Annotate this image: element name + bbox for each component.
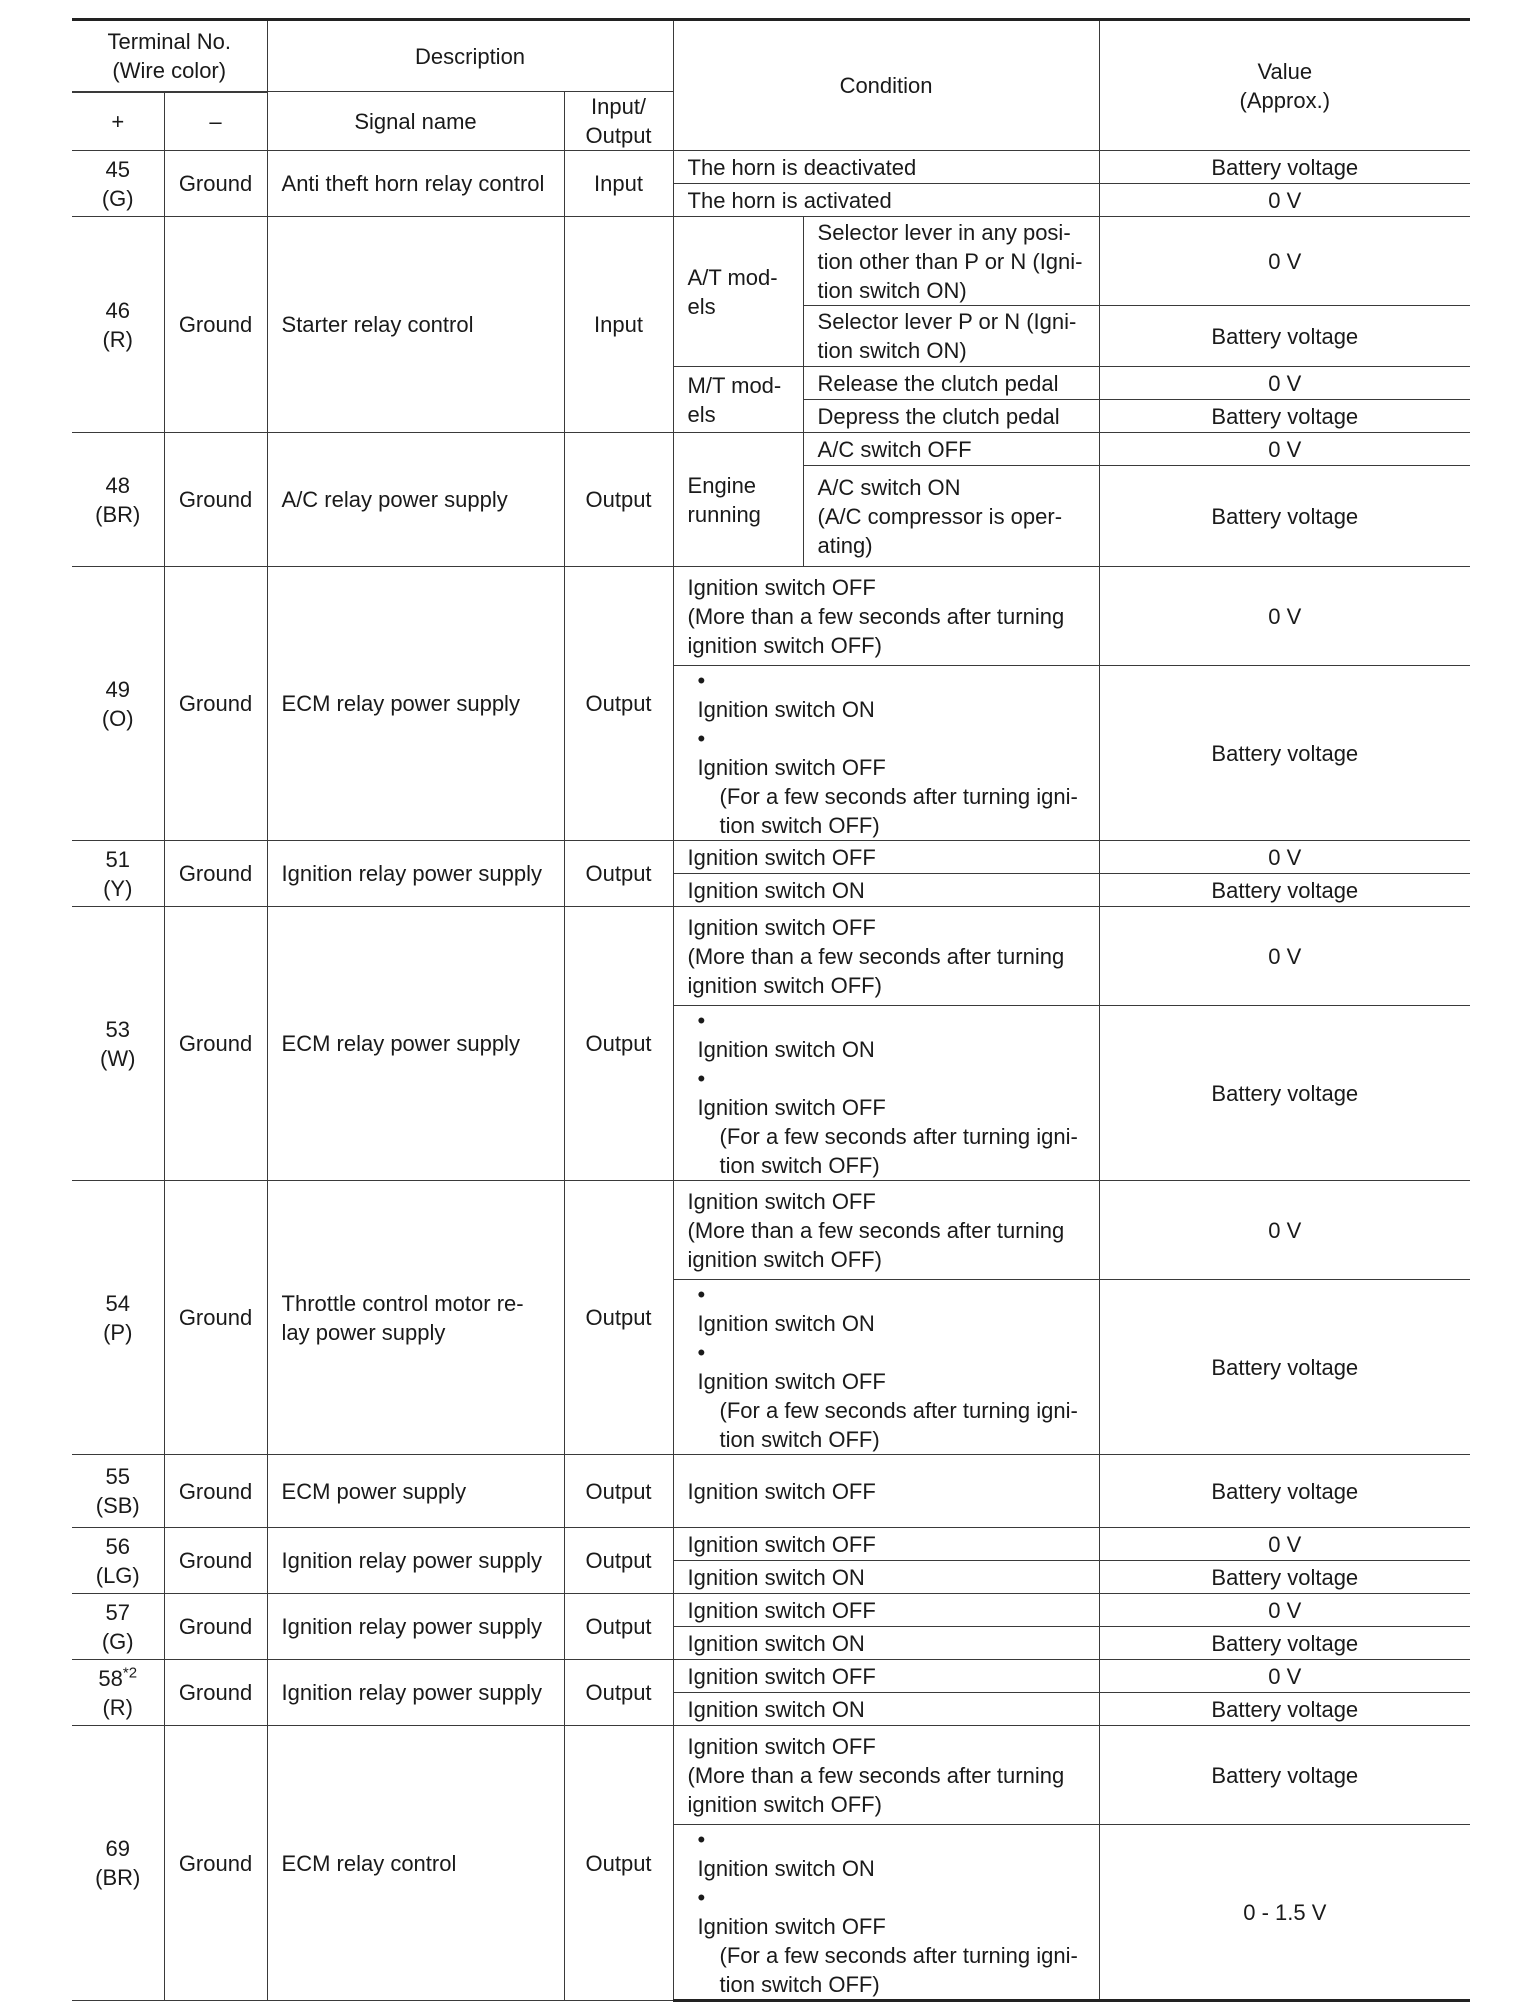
io-cell: Output [564,567,673,841]
condition-group-label: M/T mod- els [673,367,803,433]
table-row [72,1528,1470,1561]
wire-color: (BR) [95,1865,141,1890]
value-cell: 0 V [1099,184,1470,217]
terminal-number: 46 [105,297,130,323]
value-cell: 0 V [1099,367,1470,400]
condition-bullets [673,666,1099,841]
terminal-cell [72,907,164,1181]
condition-cell: A/C switch OFF [803,433,1099,466]
value-cell: Battery voltage [1099,466,1470,567]
bullet-continuation: (For a few seconds after turning igni- tion switch OFF) [719,784,1078,838]
io-cell: Output [564,1660,673,1726]
wire-color: (O) [101,705,134,731]
plus-header: + [72,93,164,151]
io-cell: Input [564,217,673,433]
condition-cell: Selector lever P or N (Igni- tion switch ON) [803,306,1099,367]
io-cell: Output [564,1726,673,2001]
bullet-continuation: (For a few seconds after turning igni- tion switch OFF) [719,1398,1078,1452]
terminal-cell [72,151,164,217]
condition-cell: Ignition switch ON [673,1693,1099,1726]
terminal-cell [72,1594,164,1660]
bullet-item: • Ignition switch OFF [697,726,886,780]
terminal-number: 56 [105,1533,130,1559]
terminal-cell [72,1528,164,1594]
ground-cell: Ground [164,1181,267,1455]
terminal-number: 55 [105,1464,130,1489]
value-cell: Battery voltage [1099,666,1470,841]
terminal-cell [72,567,164,841]
footnote-marker: *2 [122,1664,138,1682]
wire-color: (P) [103,1319,133,1345]
ground-cell: Ground [164,1594,267,1660]
condition-cell: Depress the clutch pedal [803,400,1099,433]
value-cell: 0 V [1099,1660,1470,1693]
value-cell: 0 V [1099,1181,1470,1280]
ground-cell: Ground [164,907,267,1181]
condition-cell: The horn is activated [673,184,1099,217]
value-header: Value (Approx.) [1099,20,1470,151]
condition-cell: Release the clutch pedal [803,367,1099,400]
table-row [72,907,1470,1006]
terminal-number: 54 [105,1290,130,1316]
bullet-item: • Ignition switch OFF [697,1885,886,1939]
condition-bullets [673,1280,1099,1455]
terminal-cell [72,1455,164,1528]
condition-cell: Selector lever in any posi- tion other than P or N (Igni- tion switch ON) [803,217,1099,306]
terminal-number: 58 [98,1665,123,1691]
value-cell: Battery voltage [1099,874,1470,907]
value-cell: Battery voltage [1099,1627,1470,1660]
terminal-number: 48 [105,472,130,498]
bullet-continuation: (For a few seconds after turning igni- tion switch OFF) [719,1943,1078,1997]
condition-header: Condition [673,20,1099,151]
value-cell: 0 V [1099,1594,1470,1627]
io-cell: Output [564,1455,673,1528]
condition-cell: A/C switch ON (A/C compressor is oper- ating) [803,466,1099,567]
terminal-cell [72,841,164,907]
ground-cell: Ground [164,1660,267,1726]
condition-cell: Ignition switch ON [673,1627,1099,1660]
io-cell: Input [564,151,673,217]
io-cell: Output [564,433,673,567]
minus-header: – [164,93,267,151]
condition-cell: Ignition switch OFF [673,1594,1099,1627]
terminal-number: 69 [105,1836,130,1861]
terminal-header: Terminal No. (Wire color) [72,20,267,92]
io-cell: Output [564,907,673,1181]
terminal-cell [72,1726,164,2001]
bullet-item: • Ignition switch OFF [697,1340,886,1394]
ground-cell: Ground [164,1455,267,1528]
condition-bullets [673,1006,1099,1181]
value-cell: 0 V [1099,907,1470,1006]
signal-name: Ignition relay power supply [267,1594,564,1660]
wire-color: (G) [101,185,134,211]
wire-color: (BR) [95,501,141,527]
bullet-item: • Ignition switch ON [697,1282,875,1336]
bullet-item: • Ignition switch OFF [697,1066,886,1120]
terminal-cell [72,433,164,567]
condition-cell: Ignition switch OFF (More than a few seconds after turning ignition switch OFF) [673,1726,1099,1825]
wire-color: (Y) [103,875,133,901]
wire-color: (R) [102,1694,134,1720]
value-cell: Battery voltage [1099,1726,1470,1825]
ground-cell: Ground [164,1528,267,1594]
condition-cell: Ignition switch OFF [673,1455,1099,1528]
signal-name: A/C relay power supply [267,433,564,567]
ground-cell: Ground [164,217,267,433]
signal-name: Starter relay control [267,217,564,433]
wire-color: (SB) [95,1493,140,1518]
wire-color: (W) [100,1045,136,1071]
signal-name: ECM relay control [267,1726,564,2001]
condition-cell: Ignition switch OFF (More than a few seconds after turning ignition switch OFF) [673,1181,1099,1280]
signal-name: ECM relay power supply [267,567,564,841]
wire-color: (LG) [95,1562,140,1588]
value-cell: Battery voltage [1099,1455,1470,1528]
signal-name: Anti theft horn relay control [267,151,564,217]
value-cell: Battery voltage [1099,1280,1470,1455]
value-cell: Battery voltage [1099,1006,1470,1181]
bullet-item: • Ignition switch ON [697,1827,875,1881]
table-row [72,433,1470,466]
ground-cell: Ground [164,1726,267,2001]
signal-name: ECM power supply [267,1455,564,1528]
ground-cell: Ground [164,567,267,841]
wire-color: (R) [102,326,134,352]
condition-group-label: Engine running [673,433,803,567]
condition-cell: Ignition switch OFF [673,841,1099,874]
condition-cell: Ignition switch OFF (More than a few seconds after turning ignition switch OFF) [673,907,1099,1006]
wire-color: (G) [101,1628,134,1654]
terminal-number: 51 [105,846,130,872]
value-cell: Battery voltage [1099,151,1470,184]
ground-cell: Ground [164,433,267,567]
terminal-number: 53 [105,1016,130,1042]
condition-cell: Ignition switch OFF [673,1660,1099,1693]
table-row [72,1455,1470,1528]
bullet-item: • Ignition switch ON [697,1008,875,1062]
io-cell: Output [564,1181,673,1455]
table-row [72,1660,1470,1693]
terminal-number: 45 [105,156,130,182]
table-row [72,1594,1470,1627]
terminal-cell [72,1181,164,1455]
ground-cell: Ground [164,841,267,907]
condition-cell: Ignition switch OFF [673,1528,1099,1561]
value-cell: Battery voltage [1099,1693,1470,1726]
signal-name: Ignition relay power supply [267,1528,564,1594]
value-cell: 0 V [1099,567,1470,666]
value-cell: 0 V [1099,841,1470,874]
value-cell: 0 - 1.5 V [1099,1825,1470,2001]
terminal-cell [72,217,164,433]
table-header [72,20,1470,151]
condition-cell: Ignition switch ON [673,1561,1099,1594]
signal-name: Ignition relay power supply [267,841,564,907]
value-cell: 0 V [1099,1528,1470,1561]
value-cell: Battery voltage [1099,1561,1470,1594]
ground-cell: Ground [164,151,267,217]
value-cell: 0 V [1099,217,1470,306]
table-row [72,217,1470,306]
condition-cell: Ignition switch ON [673,874,1099,907]
signal-name: Ignition relay power supply [267,1660,564,1726]
io-cell: Output [564,1528,673,1594]
terminal-number: 57 [105,1599,130,1625]
io-cell: Output [564,1594,673,1660]
table-row [72,841,1470,874]
io-header: Input/ Output [564,92,673,151]
table-row [72,1726,1470,1825]
io-cell: Output [564,841,673,907]
condition-cell: Ignition switch OFF (More than a few seconds after turning ignition switch OFF) [673,567,1099,666]
condition-group-label: A/T mod- els [673,217,803,367]
description-header: Description [267,20,673,92]
terminal-number: 49 [105,676,130,702]
value-cell: 0 V [1099,433,1470,466]
terminal-table [72,18,1470,2002]
terminal-cell [72,1660,164,1726]
table-row [72,151,1470,184]
signal-name-header: Signal name [267,92,564,151]
signal-name: Throttle control motor re- lay power supply [267,1181,564,1455]
bullet-item: • Ignition switch ON [697,668,875,722]
value-cell: Battery voltage [1099,400,1470,433]
table-row [72,567,1470,666]
table-row [72,1181,1470,1280]
condition-cell: The horn is deactivated [673,151,1099,184]
bullet-continuation: (For a few seconds after turning igni- tion switch OFF) [719,1124,1078,1178]
value-cell: Battery voltage [1099,306,1470,367]
signal-name: ECM relay power supply [267,907,564,1181]
condition-bullets [673,1825,1099,2001]
